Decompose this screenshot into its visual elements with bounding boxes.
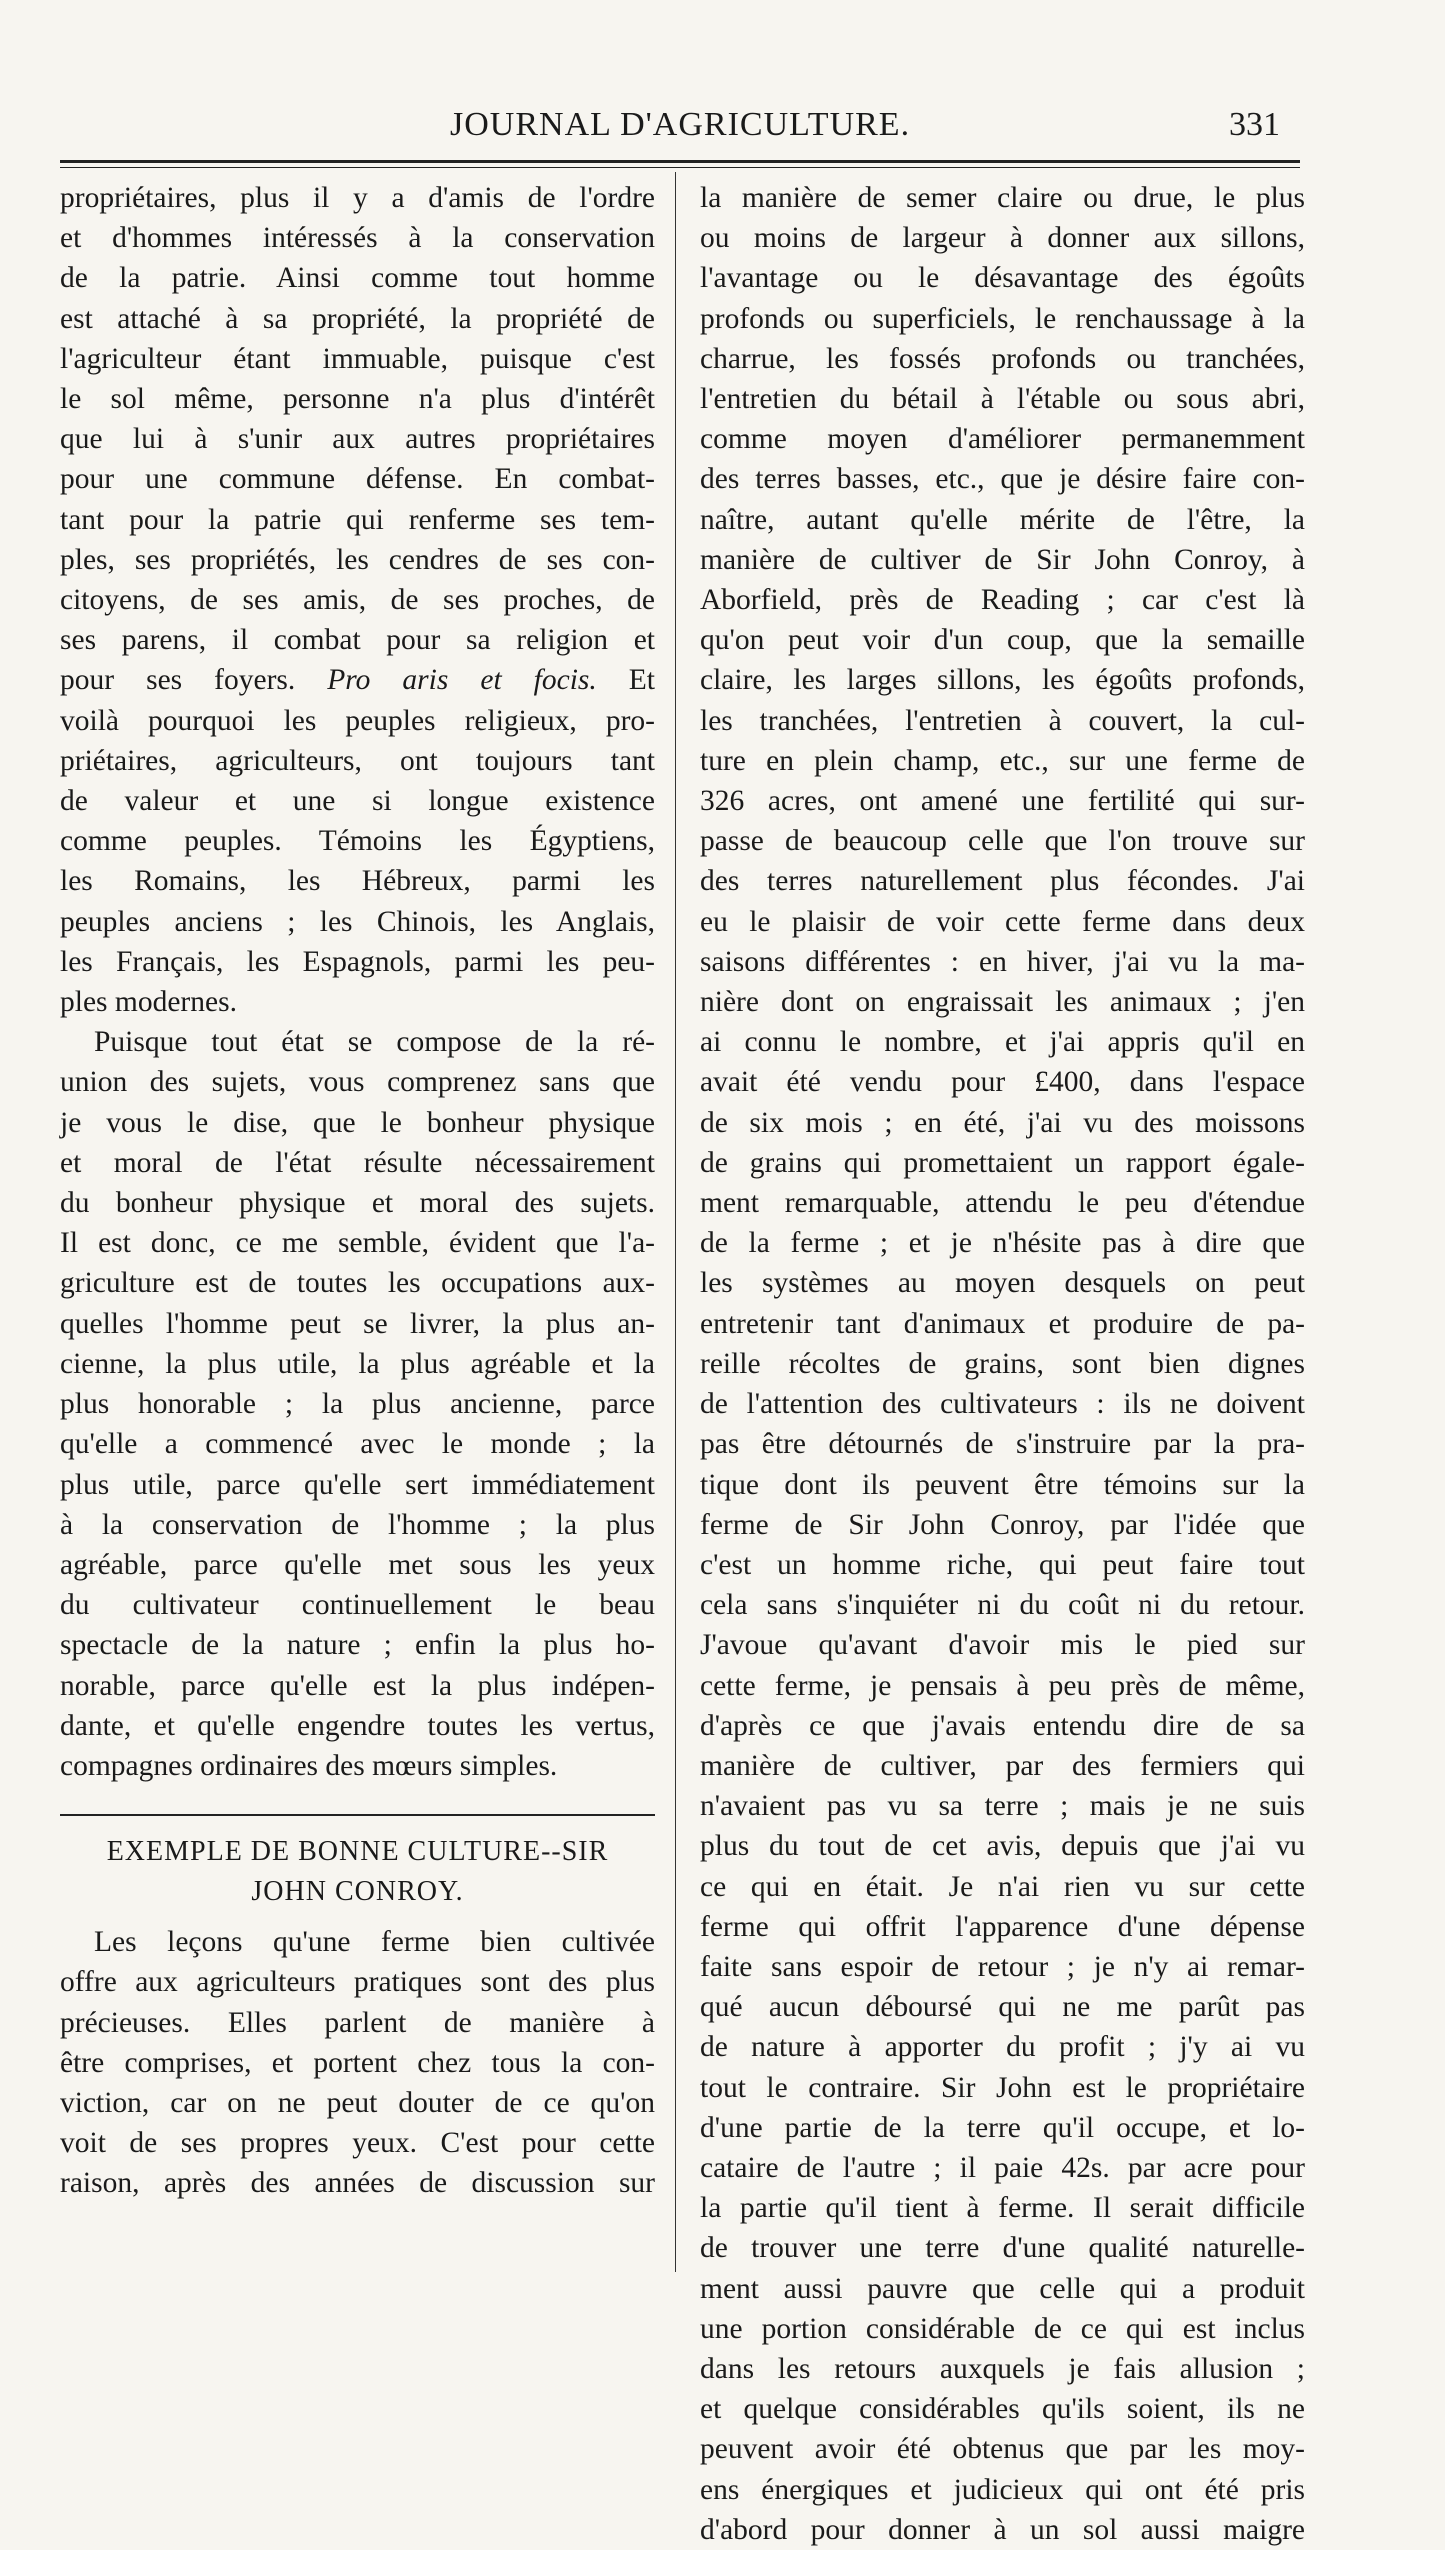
text-line: les Français, les Espagnols, parmi les peu- bbox=[60, 945, 655, 978]
text-line: naître, autant qu'elle mérite de l'être, la bbox=[700, 503, 1305, 536]
text-line: cienne, la plus utile, la plus agréable et la bbox=[60, 1347, 655, 1380]
text-line: dans les retours auxquels je fais allusion ; bbox=[700, 2352, 1305, 2385]
text-line: offre aux agriculteurs pratiques sont des plus bbox=[60, 1966, 655, 1999]
column-divider bbox=[675, 172, 676, 2272]
left-column bbox=[60, 178, 655, 2204]
text-line: ples, ses propriétés, les cendres de ses con- bbox=[60, 543, 655, 576]
text-line: ment aussi pauvre que celle qui a produit bbox=[700, 2272, 1305, 2305]
text-line: Puisque tout état se compose de la ré- bbox=[94, 1026, 655, 1059]
text-line: cataire de l'autre ; il paie 42s. par acre pour bbox=[700, 2151, 1305, 2184]
text-line: de l'attention des cultivateurs : ils ne doivent bbox=[700, 1388, 1305, 1421]
text-line: pour une commune défense. En combat- bbox=[60, 463, 655, 496]
text-line: dante, et qu'elle engendre toutes les vertus, bbox=[60, 1709, 655, 1742]
text-line: manière de cultiver, par des fermiers qui bbox=[700, 1749, 1305, 1782]
text-line: et quelque considérables qu'ils soient, ils ne bbox=[700, 2393, 1305, 2426]
text-line: norable, parce qu'elle est la plus indépen- bbox=[60, 1669, 655, 1702]
text-line: être comprises, et portent chez tous la con- bbox=[60, 2046, 655, 2079]
text-line: des terres basses, etc., que je désire faire con- bbox=[700, 463, 1305, 496]
text-line: nière dont on engraissait les animaux ; j'en bbox=[700, 986, 1305, 1019]
text-line: citoyens, de ses amis, de ses proches, de bbox=[60, 584, 655, 617]
text-line: profonds ou superficiels, le renchaussage à la bbox=[700, 302, 1305, 335]
text-line: J'avoue qu'avant d'avoir mis le pied sur bbox=[700, 1629, 1305, 1662]
text-line: de trouver une terre d'une qualité naturelle- bbox=[700, 2232, 1305, 2265]
text-line: n'avaient pas vu sa terre ; mais je ne suis bbox=[700, 1790, 1305, 1823]
text-line: Les leçons qu'une ferme bien cultivée bbox=[94, 1926, 655, 1959]
text-line: quelles l'homme peut se livrer, la plus an- bbox=[60, 1307, 655, 1340]
text-line: faite sans espoir de retour ; je n'y ai remar- bbox=[700, 1950, 1305, 1983]
text-line: et moral de l'état résulte nécessairement bbox=[60, 1146, 655, 1179]
paragraph bbox=[60, 178, 655, 1022]
text-line: comme peuples. Témoins les Égyptiens, bbox=[60, 825, 655, 858]
text-line: plus du tout de cet avis, depuis que j'ai vu bbox=[700, 1830, 1305, 1863]
text-line: priétaires, agriculteurs, ont toujours tant bbox=[60, 744, 655, 777]
page-number: 331 bbox=[1229, 106, 1280, 143]
text-line: ses parens, il combat pour sa religion et bbox=[60, 624, 655, 657]
paragraph bbox=[700, 178, 1305, 2550]
text-line: Aborfield, près de Reading ; car c'est là bbox=[700, 584, 1305, 617]
text-line: la partie qu'il tient à ferme. Il serait difficile bbox=[700, 2192, 1305, 2225]
text-line: ples modernes. bbox=[60, 986, 237, 1019]
text-line: agréable, parce qu'elle met sous les yeux bbox=[60, 1548, 655, 1581]
text-line: les Romains, les Hébreux, parmi les bbox=[60, 865, 655, 898]
text-line: c'est un homme riche, qui peut faire tout bbox=[700, 1548, 1305, 1581]
text-line: à la conservation de l'homme ; la plus bbox=[60, 1508, 655, 1541]
running-title: JOURNAL D'AGRICULTURE. bbox=[450, 106, 911, 143]
text-line: ens énergiques et judicieux qui ont été pris bbox=[700, 2473, 1305, 2506]
paragraph bbox=[60, 1022, 655, 1786]
text-line: de nature à apporter du profit ; j'y ai vu bbox=[700, 2031, 1305, 2064]
text-line: plus utile, parce qu'elle sert immédiatement bbox=[60, 1468, 655, 1501]
text-line: ment remarquable, attendu le peu d'étendue bbox=[700, 1187, 1305, 1220]
text-line: eu le plaisir de voir cette ferme dans deux bbox=[700, 905, 1305, 938]
text-line: ou moins de largeur à donner aux sillons, bbox=[700, 222, 1305, 255]
text-line: claire, les larges sillons, les égoûts profonds, bbox=[700, 664, 1305, 697]
text-line: que lui à s'unir aux autres propriétaires bbox=[60, 423, 655, 456]
text-line: qué aucun déboursé qui ne me parût pas bbox=[700, 1991, 1305, 2024]
text-line: entretenir tant d'animaux et produire de pa- bbox=[700, 1307, 1305, 1340]
section-divider bbox=[60, 1814, 655, 1816]
text-line: d'après ce que j'avais entendu dire de sa bbox=[700, 1709, 1305, 1742]
running-header bbox=[60, 100, 1300, 150]
text-line: de la patrie. Ainsi comme tout homme bbox=[60, 262, 655, 295]
text-line: de six mois ; en été, j'ai vu des moissons bbox=[700, 1106, 1305, 1139]
text-line: les tranchées, l'entretien à couvert, la cul- bbox=[700, 704, 1305, 737]
text-line: cette ferme, je pensais à peu près de même, bbox=[700, 1669, 1305, 1702]
right-column bbox=[700, 178, 1305, 2550]
section-title-line: JOHN CONROY. bbox=[251, 1876, 464, 1908]
paragraph bbox=[60, 1922, 655, 2203]
text-line: ferme qui offrit l'apparence d'une dépense bbox=[700, 1910, 1305, 1943]
text-line: reille récoltes de grains, sont bien dignes bbox=[700, 1347, 1305, 1380]
text-line: ture en plein champ, etc., sur une ferme de bbox=[700, 744, 1305, 777]
text-line: précieuses. Elles parlent de manière à bbox=[60, 2006, 655, 2039]
text-line: comme moyen d'améliorer permanemment bbox=[700, 423, 1305, 456]
text-line: avait été vendu pour £400, dans l'espace bbox=[700, 1066, 1305, 1099]
text-line: 326 acres, ont amené une fertilité qui sur- bbox=[700, 785, 1305, 818]
text-line: charrue, les fossés profonds ou tranchées, bbox=[700, 342, 1305, 375]
text-line: pour ses foyers. Pro aris et focis. Et bbox=[60, 664, 655, 697]
text-line: peuvent avoir été obtenus que par les moy- bbox=[700, 2433, 1305, 2466]
text-line: Il est donc, ce me semble, évident que l'a- bbox=[60, 1227, 655, 1260]
text-line: tant pour la patrie qui renferme ses tem- bbox=[60, 503, 655, 536]
text-line: tout le contraire. Sir John est le propriétaire bbox=[700, 2071, 1305, 2104]
text-line: saisons différentes : en hiver, j'ai vu la ma- bbox=[700, 945, 1305, 978]
text-line: l'agriculteur étant immuable, puisque c'est bbox=[60, 342, 655, 375]
text-line: des terres naturellement plus fécondes. J'ai bbox=[700, 865, 1305, 898]
text-line: qu'on peut voir d'un coup, que la semaille bbox=[700, 624, 1305, 657]
text-line: ce qui en était. Je n'ai rien vu sur cette bbox=[700, 1870, 1305, 1903]
section-title-line: EXEMPLE DE BONNE CULTURE--SIR bbox=[106, 1836, 609, 1868]
text-line: de la ferme ; et je n'hésite pas à dire que bbox=[700, 1227, 1305, 1260]
text-line: de valeur et une si longue existence bbox=[60, 785, 655, 818]
text-line: voilà pourquoi les peuples religieux, pro- bbox=[60, 704, 655, 737]
text-line: plus honorable ; la plus ancienne, parce bbox=[60, 1388, 655, 1421]
text-line: je vous le dise, que le bonheur physique bbox=[60, 1106, 655, 1139]
text-line: ai connu le nombre, et j'ai appris qu'il en bbox=[700, 1026, 1305, 1059]
text-line: est attaché à sa propriété, la propriété de bbox=[60, 302, 655, 335]
text-line: manière de cultiver de Sir John Conroy, à bbox=[700, 543, 1305, 576]
text-line: ferme de Sir John Conroy, par l'idée que bbox=[700, 1508, 1305, 1541]
text-line: d'abord pour donner à un sol aussi maigre bbox=[700, 2513, 1305, 2546]
text-line: du cultivateur continuellement le beau bbox=[60, 1589, 655, 1622]
text-line: peuples anciens ; les Chinois, les Anglais, bbox=[60, 905, 655, 938]
text-line: le sol même, personne n'a plus d'intérêt bbox=[60, 383, 655, 416]
text-line: viction, car on ne peut douter de ce qu'on bbox=[60, 2086, 655, 2119]
text-line: du bonheur physique et moral des sujets. bbox=[60, 1187, 655, 1220]
text-line: compagnes ordinaires des mœurs simples. bbox=[60, 1749, 558, 1782]
text-line: les systèmes au moyen desquels on peut bbox=[700, 1267, 1305, 1300]
text-line: union des sujets, vous comprenez sans que bbox=[60, 1066, 655, 1099]
text-line: la manière de semer claire ou drue, le plus bbox=[700, 182, 1305, 214]
text-line: cela sans s'inquiéter ni du coût ni du retour. bbox=[700, 1589, 1305, 1622]
header-rule bbox=[60, 160, 1300, 168]
text-line: propriétaires, plus il y a d'amis de l'ordre bbox=[60, 182, 655, 214]
text-line: de grains qui promettaient un rapport égale- bbox=[700, 1146, 1305, 1179]
text-line: et d'hommes intéressés à la conservation bbox=[60, 222, 655, 255]
text-line: raison, après des années de discussion sur bbox=[60, 2167, 655, 2200]
text-line: passe de beaucoup celle que l'on trouve sur bbox=[700, 825, 1305, 858]
text-line: une portion considérable de ce qui est inclus bbox=[700, 2312, 1305, 2345]
section-title bbox=[60, 1832, 655, 1912]
text-line: l'avantage ou le désavantage des égoûts bbox=[700, 262, 1305, 295]
text-line: voit de ses propres yeux. C'est pour cette bbox=[60, 2127, 655, 2160]
text-line: tique dont ils peuvent être témoins sur la bbox=[700, 1468, 1305, 1501]
text-line: spectacle de la nature ; enfin la plus ho- bbox=[60, 1629, 655, 1662]
text-line: d'une partie de la terre qu'il occupe, et lo- bbox=[700, 2111, 1305, 2144]
text-line: griculture est de toutes les occupations aux- bbox=[60, 1267, 655, 1300]
text-line: qu'elle a commencé avec le monde ; la bbox=[60, 1428, 655, 1461]
text-line: pas être détournés de s'instruire par la pra- bbox=[700, 1428, 1305, 1461]
text-line: l'entretien du bétail à l'étable ou sous abri, bbox=[700, 383, 1305, 416]
